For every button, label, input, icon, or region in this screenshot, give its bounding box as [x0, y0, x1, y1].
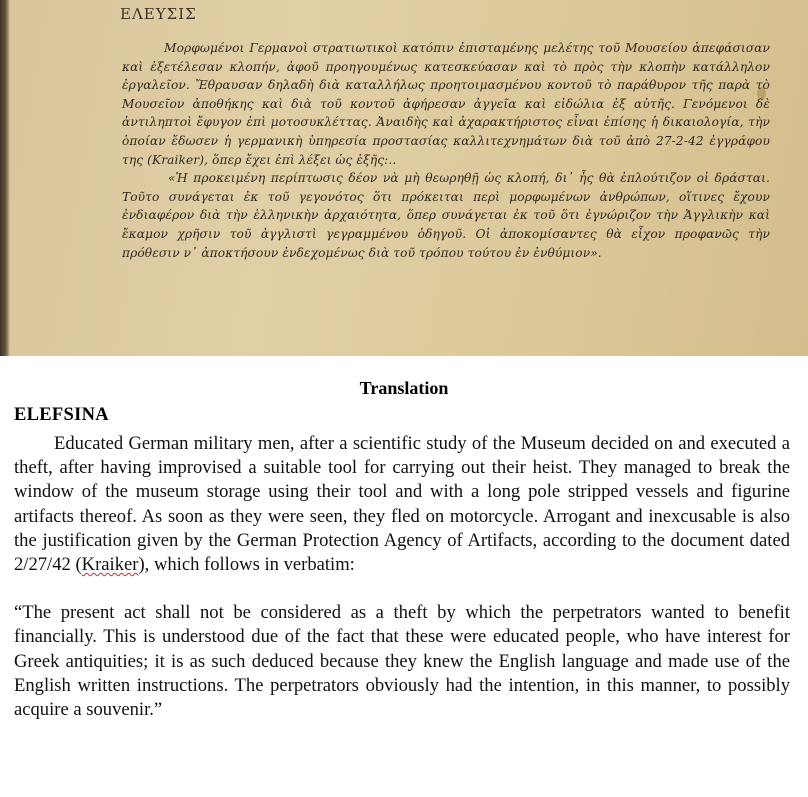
translation-paragraph-1-text: Educated German military men, after a scientific study of the Museum decided on and executed a theft, after having improvised a suitable tool for carrying out their heist. They managed to break the window of the museum storage using their tool and with a long pole stripped vessels and figurine artifacts thereof. As soon as they were seen, they fled on motorcycle. Arrogant and inexcusable is also the justification given by the German Protection Agency of Artifacts, according to the document dated 2/27/42 (	[14, 433, 790, 576]
translation-body	[14, 432, 790, 722]
translation-quote: “The present act shall not be considered as a theft by which the perpetrators wanted to benefit financially. This is understood due of the fact that these were educated people, who have interest for Greek antiquities; it is as such deduced because they knew the English language and made use of the English written instructions. The perpetrators obviously had the intention, in this manner, to possibly acquire a souvenir.”	[14, 602, 790, 721]
scan-binding-shadow	[0, 0, 10, 356]
greek-paragraph-1: Μορφωμένοι Γερμανοὶ στρατιωτικοὶ κατόπιν ἐπισταμένης μελέτης τοῦ Μουσείου ἀπεφάσισαν καὶ ἐξετέλεσαν κλοπήν, ἀφοῦ προηγουμένως κατεσκεύασαν καὶ τὸ πρὸς τὴν κλοπὴν κατάλληλον ἐργαλεῖον. Ἔθραυσαν δηλαδὴ διὰ καταλλήλως προητοιμασμένου κοντοῦ τὸ παράθυρον τῆς παρὰ τὸ Μουσεῖον ἀποθήκης καὶ διὰ τοῦ κοντοῦ ἀφήρεσαν ἀγγεῖα καὶ εἰδώλια ἐξ αὐτῆς. Γενόμενοι δὲ ἀντιληπτοὶ ἔφυγον ἐπὶ μοτοσυκλέττας. Ἀναιδὴς καὶ ἀχαρακτήριστος εἶναι ἐπίσης ἡ δικαιολογία, τὴν ὁποίαν ἔδωσεν ἡ γερμανικὴ ὑπηρεσία προστασίας καλλιτεχνημάτων διὰ τοῦ ἀπὸ 27-2-42 ἐγγράφου της (Kraiker), ὅπερ ἔχει ἐπὶ λέξει ὡς ἑξῆς:..	[122, 41, 770, 167]
translation-paragraph-1	[14, 432, 790, 577]
translation-title: Translation	[359, 378, 449, 398]
greek-text-block	[122, 39, 770, 262]
greek-paragraph-2: «Ἡ προκειμένη περίπτωσις δέον νὰ μὴ θεωρηθῇ ὡς κλοπή, δι᾽ ἧς θὰ ἐπλούτιζον οἱ δράσται. Τοῦτο συνάγεται ἐκ τοῦ γεγονότος ὅτι πρόκειται περὶ μορφωμένων ἀνθρώπων, οἵτινες ἔχουν ἐνδιαφέρον διὰ τὴν ἑλληνικὴν ἀρχαιότητα, ὅπερ συνάγεται ἐκ τοῦ ὅτι ἐγνώριζον τὴν Ἀγγλικὴν καὶ ἔκαμον χρῆσιν τοῦ ἀγγλιστὶ γεγραμμένου ὁδηγοῦ. Οἱ ἀποκομίσαντες θὰ εἶχον προφανῶς τὴν πρόθεσιν ν᾽ ἀποκτήσουν ἐνδεχομένως διὰ τοῦ τρόπου τούτου ἐν ἐνθύμιον».	[122, 171, 770, 260]
translation-heading: ELEFSINA	[14, 405, 109, 425]
translation-paragraph-1-end: ), which follows in verbatim:	[138, 554, 355, 576]
scanned-greek-document	[0, 0, 808, 356]
spellcheck-flagged-word: Kraiker	[81, 554, 139, 576]
greek-heading: ΕΛΕΥΣΙΣ	[120, 5, 197, 23]
